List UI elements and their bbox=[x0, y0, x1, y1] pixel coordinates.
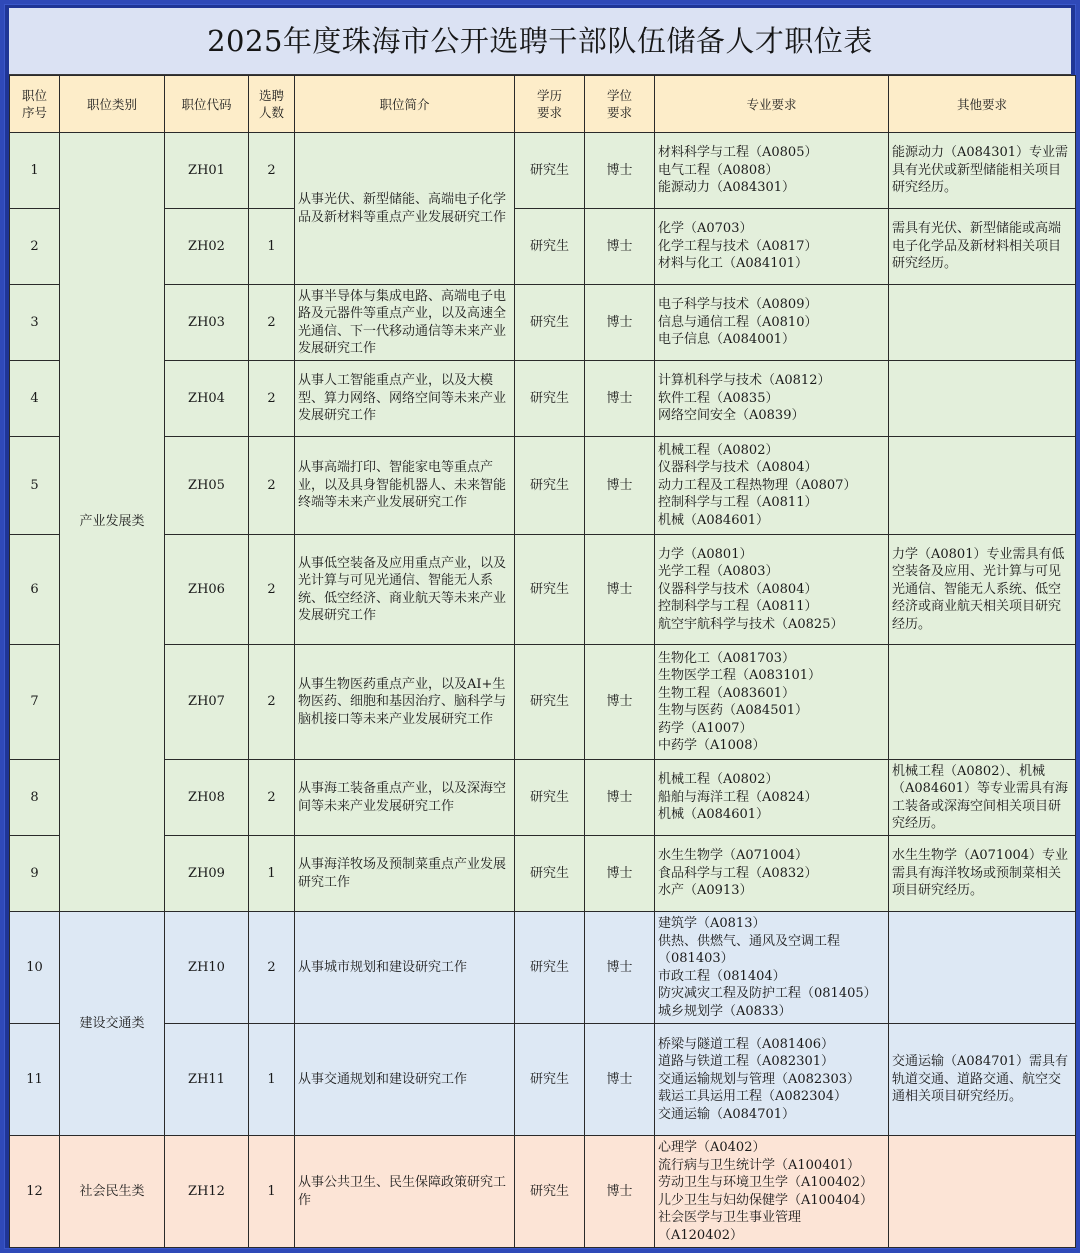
education-cell: 研究生 bbox=[515, 1136, 585, 1248]
intro-cell: 从事人工智能重点产业，以及大模型、算力网络、网络空间等未来产业发展研究工作 bbox=[295, 361, 515, 437]
header-education: 学历 要求 bbox=[515, 76, 585, 133]
header-code: 职位代码 bbox=[165, 76, 249, 133]
education-cell: 研究生 bbox=[515, 437, 585, 535]
table-row bbox=[10, 535, 1076, 645]
count-cell: 1 bbox=[249, 209, 295, 285]
code-cell: ZH01 bbox=[165, 133, 249, 209]
major-cell: 化学（A0703） 化学工程与技术（A0817） 材料与化工（A084101） bbox=[655, 209, 889, 285]
table-row bbox=[10, 645, 1076, 760]
code-cell: ZH10 bbox=[165, 912, 249, 1024]
seq-cell: 1 bbox=[10, 133, 60, 209]
header-count: 选聘 人数 bbox=[249, 76, 295, 133]
count-cell: 1 bbox=[249, 1024, 295, 1136]
code-cell: ZH07 bbox=[165, 645, 249, 760]
count-cell: 1 bbox=[249, 1136, 295, 1248]
count-cell: 2 bbox=[249, 133, 295, 209]
code-cell: ZH09 bbox=[165, 836, 249, 912]
table-row bbox=[10, 361, 1076, 437]
seq-cell: 11 bbox=[10, 1024, 60, 1136]
code-cell: ZH04 bbox=[165, 361, 249, 437]
code-cell: ZH02 bbox=[165, 209, 249, 285]
seq-cell: 12 bbox=[10, 1136, 60, 1248]
code-cell: ZH08 bbox=[165, 760, 249, 836]
code-cell: ZH11 bbox=[165, 1024, 249, 1136]
count-cell: 2 bbox=[249, 645, 295, 760]
major-cell: 力学（A0801） 光学工程（A0803） 仪器科学与技术（A0804） 控制科学与工程（A0811） 航空宇航科学与技术（A0825） bbox=[655, 535, 889, 645]
intro-cell: 从事城市规划和建设研究工作 bbox=[295, 912, 515, 1024]
header-major: 专业要求 bbox=[655, 76, 889, 133]
table-row bbox=[10, 760, 1076, 836]
seq-cell: 9 bbox=[10, 836, 60, 912]
education-cell: 研究生 bbox=[515, 285, 585, 361]
category-cell-livelihood: 社会民生类 bbox=[60, 1136, 165, 1248]
education-cell: 研究生 bbox=[515, 133, 585, 209]
category-cell-industry: 产业发展类 bbox=[60, 133, 165, 912]
other-cell bbox=[889, 361, 1076, 437]
seq-cell: 5 bbox=[10, 437, 60, 535]
intro-cell: 从事海洋牧场及预制菜重点产业发展研究工作 bbox=[295, 836, 515, 912]
intro-cell: 从事海工装备重点产业，以及深海空间等未来产业发展研究工作 bbox=[295, 760, 515, 836]
code-cell: ZH12 bbox=[165, 1136, 249, 1248]
seq-cell: 6 bbox=[10, 535, 60, 645]
seq-cell: 10 bbox=[10, 912, 60, 1024]
intro-cell: 从事高端打印、智能家电等重点产业，以及具身智能机器人、未来智能终端等未来产业发展研究工作 bbox=[295, 437, 515, 535]
major-cell: 水生生物学（A071004） 食品科学与工程（A0832） 水产（A0913） bbox=[655, 836, 889, 912]
header-seq: 职位 序号 bbox=[10, 76, 60, 133]
education-cell: 研究生 bbox=[515, 836, 585, 912]
intro-cell: 从事公共卫生、民生保障政策研究工作 bbox=[295, 1136, 515, 1248]
degree-cell: 博士 bbox=[585, 209, 655, 285]
position-table bbox=[9, 75, 1076, 1248]
table-row bbox=[10, 1136, 1076, 1248]
header-other: 其他要求 bbox=[889, 76, 1076, 133]
degree-cell: 博士 bbox=[585, 133, 655, 209]
other-cell bbox=[889, 285, 1076, 361]
intro-cell: 从事交通规划和建设研究工作 bbox=[295, 1024, 515, 1136]
code-cell: ZH06 bbox=[165, 535, 249, 645]
degree-cell: 博士 bbox=[585, 760, 655, 836]
major-cell: 电子科学与技术（A0809） 信息与通信工程（A0810） 电子信息（A084001） bbox=[655, 285, 889, 361]
table-header-row bbox=[10, 76, 1076, 133]
table-row bbox=[10, 133, 1076, 209]
seq-cell: 2 bbox=[10, 209, 60, 285]
degree-cell: 博士 bbox=[585, 361, 655, 437]
code-cell: ZH05 bbox=[165, 437, 249, 535]
education-cell: 研究生 bbox=[515, 760, 585, 836]
education-cell: 研究生 bbox=[515, 209, 585, 285]
degree-cell: 博士 bbox=[585, 912, 655, 1024]
degree-cell: 博士 bbox=[585, 1024, 655, 1136]
category-cell-construction: 建设交通类 bbox=[60, 912, 165, 1136]
other-cell bbox=[889, 912, 1076, 1024]
education-cell: 研究生 bbox=[515, 535, 585, 645]
education-cell: 研究生 bbox=[515, 645, 585, 760]
seq-cell: 8 bbox=[10, 760, 60, 836]
other-cell: 需具有光伏、新型储能或高端电子化学品及新材料相关项目研究经历。 bbox=[889, 209, 1076, 285]
education-cell: 研究生 bbox=[515, 361, 585, 437]
table-row bbox=[10, 912, 1076, 1024]
count-cell: 2 bbox=[249, 437, 295, 535]
count-cell: 2 bbox=[249, 285, 295, 361]
degree-cell: 博士 bbox=[585, 1136, 655, 1248]
intro-cell: 从事生物医药重点产业，以及AI+生物医药、细胞和基因治疗、脑科学与脑机接口等未来产业发展研究工作 bbox=[295, 645, 515, 760]
major-cell: 心理学（A0402） 流行病与卫生统计学（A100401） 劳动卫生与环境卫生学（A100402） 儿少卫生与妇幼保健学（A100404） 社会医学与卫生事业管理 （A120402） bbox=[655, 1136, 889, 1248]
other-cell bbox=[889, 645, 1076, 760]
intro-cell: 从事光伏、新型储能、高端电子化学品及新材料等重点产业发展研究工作 bbox=[295, 133, 515, 285]
table-row bbox=[10, 209, 1076, 285]
major-cell: 桥梁与隧道工程（A081406） 道路与铁道工程（A082301） 交通运输规划与管理（A082303） 载运工具运用工程（A082304） 交通运输（A084701） bbox=[655, 1024, 889, 1136]
table-row bbox=[10, 285, 1076, 361]
other-cell: 力学（A0801）专业需具有低空装备及应用、光计算与可见光通信、智能无人系统、低空经济或商业航天相关项目研究经历。 bbox=[889, 535, 1076, 645]
other-cell bbox=[889, 1136, 1076, 1248]
seq-cell: 3 bbox=[10, 285, 60, 361]
other-cell: 能源动力（A084301）专业需具有光伏或新型储能相关项目研究经历。 bbox=[889, 133, 1076, 209]
major-cell: 材料科学与工程（A0805） 电气工程（A0808） 能源动力（A084301） bbox=[655, 133, 889, 209]
header-degree: 学位 要求 bbox=[585, 76, 655, 133]
degree-cell: 博士 bbox=[585, 535, 655, 645]
other-cell: 交通运输（A084701）需具有轨道交通、道路交通、航空交通相关项目研究经历。 bbox=[889, 1024, 1076, 1136]
seq-cell: 7 bbox=[10, 645, 60, 760]
table-row bbox=[10, 437, 1076, 535]
position-table-sheet bbox=[9, 8, 1071, 1244]
education-cell: 研究生 bbox=[515, 912, 585, 1024]
major-cell: 建筑学（A0813） 供热、供燃气、通风及空调工程 （081403） 市政工程（081404） 防灾减灾工程及防护工程（081405） 城乡规划学（A0833） bbox=[655, 912, 889, 1024]
count-cell: 2 bbox=[249, 535, 295, 645]
other-cell: 水生生物学（A071004）专业需具有海洋牧场或预制菜相关项目研究经历。 bbox=[889, 836, 1076, 912]
code-cell: ZH03 bbox=[165, 285, 249, 361]
degree-cell: 博士 bbox=[585, 645, 655, 760]
education-cell: 研究生 bbox=[515, 1024, 585, 1136]
count-cell: 1 bbox=[249, 836, 295, 912]
seq-cell: 4 bbox=[10, 361, 60, 437]
count-cell: 2 bbox=[249, 361, 295, 437]
count-cell: 2 bbox=[249, 912, 295, 1024]
intro-cell: 从事半导体与集成电路、高端电子电路及元器件等重点产业，以及高速全光通信、下一代移动通信等未来产业发展研究工作 bbox=[295, 285, 515, 361]
major-cell: 生物化工（A081703） 生物医学工程（A083101） 生物工程（A083601） 生物与医药（A084501） 药学（A1007） 中药学（A1008） bbox=[655, 645, 889, 760]
page-title: 2025年度珠海市公开选聘干部队伍储备人才职位表 bbox=[9, 8, 1071, 75]
table-row bbox=[10, 836, 1076, 912]
count-cell: 2 bbox=[249, 760, 295, 836]
table-row bbox=[10, 1024, 1076, 1136]
other-cell: 机械工程（A0802）、机械（A084601）等专业需具有海工装备或深海空间相关项目研究经历。 bbox=[889, 760, 1076, 836]
major-cell: 计算机科学与技术（A0812） 软件工程（A0835） 网络空间安全（A0839） bbox=[655, 361, 889, 437]
intro-cell: 从事低空装备及应用重点产业，以及光计算与可见光通信、智能无人系统、低空经济、商业航天等未来产业发展研究工作 bbox=[295, 535, 515, 645]
degree-cell: 博士 bbox=[585, 285, 655, 361]
major-cell: 机械工程（A0802） 仪器科学与技术（A0804） 动力工程及工程热物理（A0807） 控制科学与工程（A0811） 机械（A084601） bbox=[655, 437, 889, 535]
degree-cell: 博士 bbox=[585, 836, 655, 912]
document-frame bbox=[4, 4, 1076, 1249]
header-intro: 职位简介 bbox=[295, 76, 515, 133]
degree-cell: 博士 bbox=[585, 437, 655, 535]
other-cell bbox=[889, 437, 1076, 535]
major-cell: 机械工程（A0802） 船舶与海洋工程（A0824） 机械（A084601） bbox=[655, 760, 889, 836]
header-category: 职位类别 bbox=[60, 76, 165, 133]
